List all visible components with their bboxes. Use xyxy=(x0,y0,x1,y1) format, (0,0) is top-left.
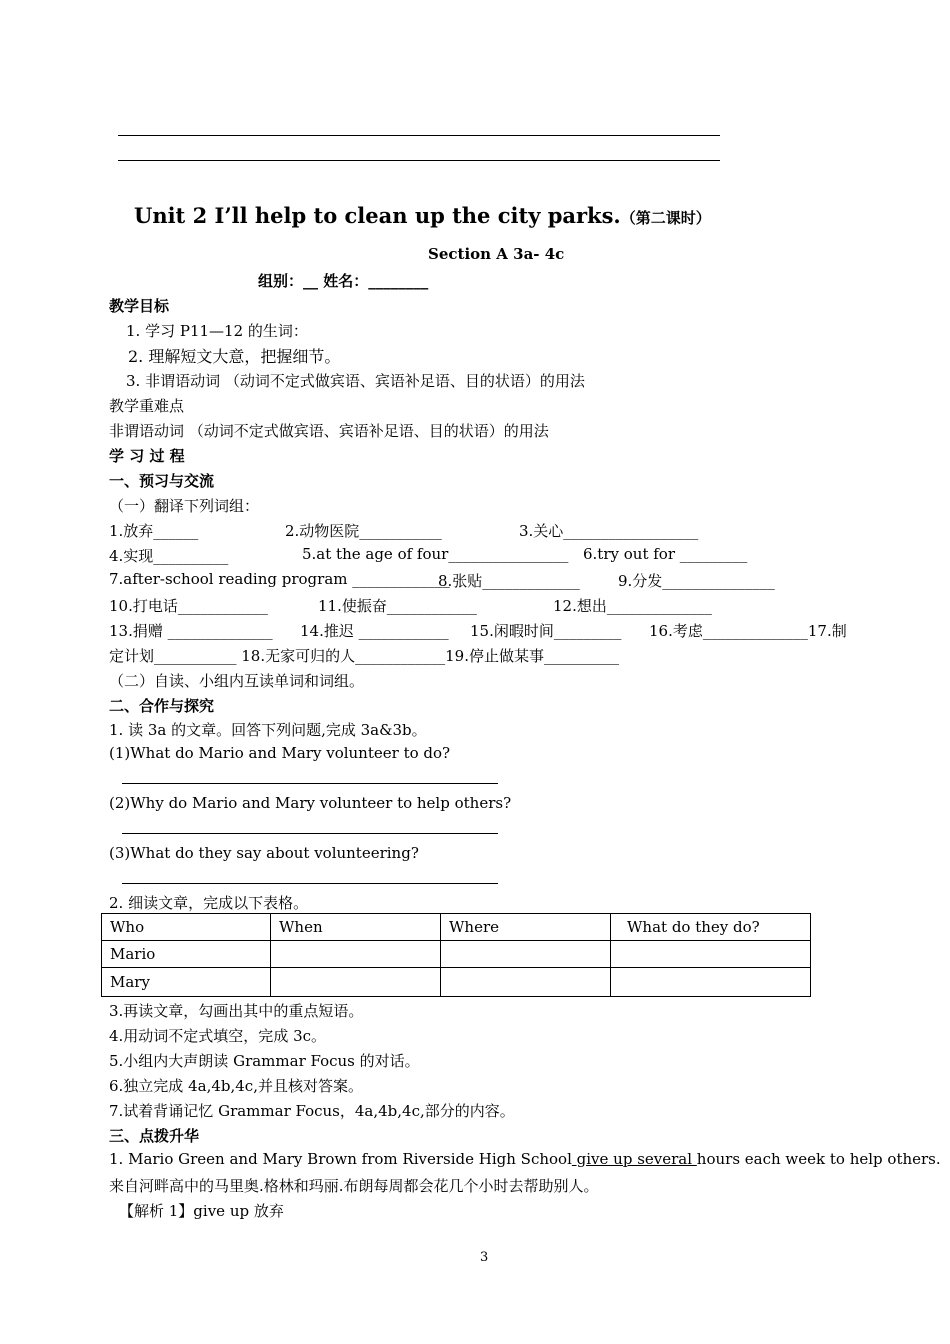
vocab-item: 7.after-school reading program _____________ xyxy=(109,570,450,588)
table-header-cell: When xyxy=(271,914,441,941)
question: (3)What do they say about volunteering? xyxy=(109,844,419,862)
vocab-item: 3.关心__________________ xyxy=(519,522,699,540)
objective-item: 3. 非谓语动词 （动词不定式做宾语、宾语补足语、目的状语）的用法 xyxy=(126,372,585,390)
title-main: Unit 2 I’ll help to clean up the city parks. xyxy=(134,203,621,228)
table-cell: Mario xyxy=(102,941,271,968)
sentence-highlight: give up several xyxy=(571,1150,697,1168)
table-cell: Mary xyxy=(102,968,271,997)
task-item: 4.用动词不定式填空，完成 3c。 xyxy=(109,1027,327,1045)
part3-heading: 三、点拨升华 xyxy=(109,1127,200,1145)
table-header-cell: Who xyxy=(102,914,271,941)
table-row xyxy=(102,941,811,968)
part1-sub2: （二）自读、小组内互读单词和词组。 xyxy=(109,672,365,690)
table-cell xyxy=(271,968,441,997)
table-cell xyxy=(441,941,611,968)
vocab-item: 定计划___________ 18.无家可归的人____________19.停止做某事__________ xyxy=(109,647,619,665)
answer-line xyxy=(118,135,720,136)
table-cell xyxy=(611,941,811,968)
vocab-item: 9.分发_______________ xyxy=(618,572,775,590)
vocab-item: 6.try out for _________ xyxy=(583,545,748,563)
answer-line xyxy=(122,833,498,834)
vocab-item: 5.at the age of four________________ xyxy=(302,545,569,563)
task-item: 3.再读文章，勾画出其中的重点短语。 xyxy=(109,1002,364,1020)
question: (2)Why do Mario and Mary volunteer to help others? xyxy=(109,794,512,812)
key-points-text: 非谓语动词 （动词不定式做宾语、宾语补足语、目的状语）的用法 xyxy=(109,422,549,440)
objective-item: 1. 学习 P11—12 的生词： xyxy=(126,322,308,340)
answer-line xyxy=(122,883,498,884)
sentence-translation: 来自河畔高中的马里奥.格林和玛丽.布朗每周都会花几个小时去帮助别人。 xyxy=(109,1177,599,1195)
info-table xyxy=(101,913,811,997)
group-name-line: 组别：__ 姓名：________ xyxy=(258,272,429,290)
example-sentence xyxy=(109,1150,941,1168)
section-label: Section A 3a- 4c xyxy=(428,245,565,263)
sentence-start: 1. Mario Green and Mary Brown from Riverside High School xyxy=(109,1150,572,1168)
task-item: 6.独立完成 4a,4b,4c,并且核对答案。 xyxy=(109,1077,363,1095)
vocab-item: 2.动物医院___________ xyxy=(285,522,442,540)
sentence-end: hours each week to help others. xyxy=(696,1150,941,1168)
answer-line xyxy=(122,783,498,784)
table-row xyxy=(102,968,811,997)
table-header-row xyxy=(102,914,811,941)
part2-heading: 二、合作与探究 xyxy=(109,697,215,715)
key-points-heading: 教学重难点 xyxy=(109,397,185,415)
vocab-item: 12.想出______________ xyxy=(553,597,712,615)
part2-task2: 2. 细读文章，完成以下表格。 xyxy=(109,894,309,912)
table-header-cell: Where xyxy=(441,914,611,941)
objectives-heading: 教学目标 xyxy=(109,297,170,315)
vocab-item: 4.实现__________ xyxy=(109,547,229,565)
question: (1)What do Mario and Mary volunteer to do? xyxy=(109,744,451,762)
table-cell xyxy=(611,968,811,997)
vocab-item: 14.推迟 ____________ xyxy=(300,622,449,640)
task-item: 5.小组内大声朗读 Grammar Focus 的对话。 xyxy=(109,1052,420,1070)
part2-task1: 1. 读 3a 的文章。回答下列问题,完成 3a&3b。 xyxy=(109,721,427,739)
table-cell xyxy=(441,968,611,997)
vocab-item: 13.捐赠 ______________ xyxy=(109,622,273,640)
process-heading: 学 习 过 程 xyxy=(109,447,185,465)
part1-sub1: （一）翻译下列词组： xyxy=(109,497,260,515)
answer-line xyxy=(118,160,720,161)
table-header-cell: What do they do? xyxy=(611,914,811,941)
vocab-item: 15.闲暇时间_________ xyxy=(470,622,622,640)
part1-heading: 一、预习与交流 xyxy=(109,472,215,490)
title-suffix: （第二课时） xyxy=(620,209,711,227)
vocab-item: 1.放弃______ xyxy=(109,522,199,540)
objective-item: 2. 理解短文大意，把握细节。 xyxy=(128,347,341,366)
vocab-item: 16.考虑______________17.制 xyxy=(649,622,847,640)
vocab-item: 10.打电话____________ xyxy=(109,597,268,615)
vocab-item: 8.张贴_____________ xyxy=(438,572,580,590)
analysis-note: 【解析 1】give up 放弃 xyxy=(119,1202,284,1220)
page-title xyxy=(134,203,711,228)
table-cell xyxy=(271,941,441,968)
vocab-item: 11.使振奋____________ xyxy=(318,597,477,615)
task-item: 7.试着背诵记忆 Grammar Focus，4a,4b,4c,部分的内容。 xyxy=(109,1102,515,1120)
page-number: 3 xyxy=(480,1250,489,1265)
